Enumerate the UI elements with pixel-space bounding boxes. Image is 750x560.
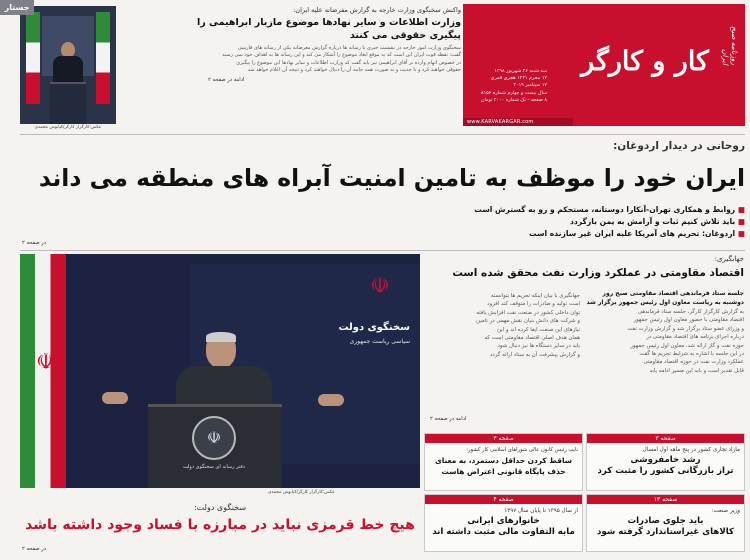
- box-wage-header: صفحه ۳: [425, 434, 582, 443]
- box-household-kicker: از سال ۱۳۹۵ تا پایان سال ۱۳۹۷: [504, 508, 578, 514]
- jr-line-8: قابل تقدیر است و باید این مسیر ادامه یابد: [649, 367, 744, 374]
- box-industry[interactable]: [586, 494, 745, 552]
- screen-line-1: سخنگوی دولت: [338, 322, 410, 333]
- lead-bullet-2-text: باید تلاش کنیم ثبات و آرامش به یمن بازگردد: [570, 217, 736, 226]
- jr-line-7: عملکرد وزارت نفت در حوزه اقتصاد مقاومتی: [643, 359, 744, 366]
- date-gregorian: ۱۷ سپتامبر ۲۰۱۹: [513, 83, 547, 89]
- box-industry-line2: کالاهای غیراستاندارد گرفته شود: [597, 527, 734, 537]
- photo-story-headline: هیچ خط قرمزی نباید در مبارزه با فساد وجود داشته باشد: [25, 517, 415, 533]
- lead-bullet-2: [250, 216, 745, 228]
- box-household-header: صفحه ۴: [425, 495, 582, 504]
- lead-divider: [20, 134, 745, 135]
- masthead-dates: [469, 68, 547, 104]
- box-trade-kicker: مازاد تجاری کشور در پنج ماهه اول امسال: [642, 447, 740, 453]
- box-household-line2: مابه التفاوت مالی مثبت داشته اند: [432, 527, 575, 537]
- jr-line-5: حوزه نفت و گاز ارائه شد. معاون اول رئیس جمهور: [630, 342, 744, 349]
- lectern: [50, 82, 86, 124]
- jahangiri-lead: جلسه ستاد فرماندهی اقتصاد مقاومتی صبح روز دوشنبه به ریاست معاون اول رئیس جمهور برگزار شد: [586, 290, 744, 306]
- jr-line-4: درباره اجرای برنامه های اقتصاد مقاومتی در: [646, 334, 744, 341]
- top-photo: [20, 6, 116, 124]
- date-persian: سه شنبه ۲۶ شهریور ۱۳۹۸: [494, 69, 547, 74]
- box-wage[interactable]: [424, 433, 583, 491]
- top-photo-caption: عکس:کارگزار کارگر/کیانوش محمدی: [34, 125, 102, 130]
- jl-line-7: باید در سایر دستگاه ها نیز دنبال شود: [497, 343, 580, 350]
- photo-story-page-ref: در صفحه ۲: [22, 546, 47, 552]
- lead-bullet-1-text: روابط و همکاری تهران-آنکارا دوستانه، مستحکم و رو به گسترش است: [474, 205, 736, 214]
- bullet-mark: ■: [735, 205, 745, 214]
- box-wage-line1: ساقط کردن حداقل دستمزد، به معنای: [434, 456, 573, 465]
- jl-line-4: و شرکت های دانش بنیان نقش مهمی در تامین: [476, 318, 580, 325]
- bullet-mark: ■: [735, 217, 745, 226]
- box-wage-kicker: نایب رئیس کانون عالی شوراهای اسلامی کار کشور:: [466, 447, 578, 453]
- masthead-url[interactable]: www.KARVAKARGAR.com: [467, 119, 534, 125]
- lead-bottom-divider: [20, 250, 745, 251]
- jl-line-8: و گزارش پیشرفت آن به ستاد ارائه گردد: [490, 351, 580, 358]
- box-trade-line2: تراز بازرگانی کشور را مثبت کرد: [597, 466, 734, 476]
- lead-bullets: [250, 204, 745, 240]
- jr-line-6: در این جلسه با اشاره به شرایط تحریم ها گفت: [639, 351, 744, 358]
- lead-bullet-1: [250, 204, 745, 216]
- lectern-seal: ☫: [192, 416, 236, 460]
- lead-headline: ایران خود را موظف به تامین امنیت آبراه های منطقه می داند: [38, 164, 745, 192]
- jahangiri-col-right: [584, 308, 744, 375]
- masthead-logo: کار و کارگر: [581, 46, 709, 77]
- flag-left: [26, 12, 40, 104]
- jahangiri-continue: ادامه در صفحه ۲: [430, 416, 467, 422]
- corner-badge: جستار: [0, 0, 34, 15]
- top-story-body-1: سخنگوی وزارت امور خارجه در نشست خبری با رسانه ها درباره گزارش مغرضانه یکی از رسانه های فارسی: [237, 45, 461, 51]
- screen-line-2: سیاسی ریاست جمهوری: [349, 338, 410, 345]
- press-photo-caption: عکس:کارگزار کارگر/کیانوش محمدی: [268, 490, 335, 495]
- top-story: [118, 6, 461, 85]
- date-hijri: ۱۷ محرم ۱۴۴۱ هجری قمری: [490, 76, 547, 82]
- box-household[interactable]: [424, 494, 583, 552]
- lead-page-ref: در صفحه ۲: [22, 240, 47, 246]
- bullet-mark: ■: [735, 229, 745, 238]
- box-industry-header: صفحه ۱۳: [587, 495, 744, 504]
- press-photo: [20, 254, 420, 488]
- jl-line-3: توان داخلی کشور در صنعت نفت افزایش یافته: [476, 309, 580, 316]
- jl-line-2: است تولید و صادرات را متوقف کند افزود: [487, 301, 580, 308]
- jahangiri-headline: اقتصاد مقاومتی در عملکرد وزارت نفت محقق شده است: [452, 267, 744, 279]
- box-trade-line1: رشد خامفروشی: [630, 455, 701, 465]
- top-story-kicker: واکنش سخنگوی وزارت خارجه به گزارش مفرضانه علیه ایران:: [293, 6, 461, 14]
- lead-kicker: روحانی در دیدار اردوغان:: [613, 140, 745, 152]
- top-story-body-3: در خصوص اتهام وارده بر آقای ابراهیمی نیز باید گفت که وزارت اطلاعات و سایر نهادها این موضوع را پیگیری: [236, 59, 461, 66]
- top-story-title-1: وزارت اطلاعات و سایر نهادها موضوع مازیار ابراهیمی را: [197, 17, 461, 28]
- jr-line-2: اقتصاد مقاومتی با حضور معاون اول رئیس جمهور: [633, 317, 744, 324]
- photo-story-kicker: سخنگوی دولت:: [193, 503, 247, 512]
- box-industry-kicker: وزیر صنعت:: [711, 508, 740, 514]
- jr-line-1: به گزارش کارگزار کارگر، جلسه ستاد فرماندهی: [637, 309, 744, 315]
- jahangiri-col-left: [424, 292, 580, 359]
- speaker-hand-left: [102, 392, 128, 404]
- lead-bullet-3-text: اردوغان: تحریم های آمریکا علیه ایران غیر سازنده است: [529, 229, 736, 238]
- masthead-tagline: روزنامه صبح ایران: [721, 25, 739, 65]
- speaker-hair: [206, 332, 236, 342]
- speaker-hand-right: [318, 394, 344, 406]
- box-wage-line2: حذف پایگاه قانونی اعتراض هاست: [441, 467, 566, 476]
- jl-line-6: همان هدف اصلی اقتصاد مقاومتی است که: [484, 335, 580, 342]
- box-trade[interactable]: [586, 433, 745, 491]
- lectern-text: دفتر رسانه ای سخنگوی دولت: [182, 464, 245, 470]
- jl-line-1: جهانگیری با بیان اینکه تحریم ها نتوانسته: [490, 293, 580, 299]
- box-trade-header: صفحه ۳: [587, 434, 744, 443]
- masthead-block: [463, 4, 745, 126]
- top-story-continue: ادامه در صفحه ۲: [208, 77, 245, 84]
- top-story-title-2: پیگیری حقوقی می کنند: [349, 30, 461, 41]
- jahangiri-kicker: جهانگیری:: [714, 255, 744, 263]
- issue-number: سال بیست و چهارم شماره ۸۱۵۶: [481, 90, 547, 96]
- top-story-body-4: حقوقی خواهند کرد و با جدیت و به صورت همه جانبه آن را دنبال خواهند کرد و نتیجه آن اعلام خواهد شد: [247, 66, 461, 73]
- photo-screen-emblem: ☫: [370, 274, 390, 299]
- jr-line-3: و وزرای عضو ستاد برگزار شد و گزارش وزارت نفت: [627, 325, 744, 332]
- lead-bullet-3: [250, 228, 745, 240]
- jl-line-5: نیازهای این صنعت ایفا کرده اند و این: [497, 326, 580, 333]
- box-industry-line1: باید جلوی صادرات: [627, 516, 704, 526]
- top-story-body-2: گفت: نقطه قوت ایران این است که به موقع ابعاد موضوع را آشکار می کند و این رسانه ها به اهداف خود نمی رسند: [222, 52, 461, 59]
- price-line: ۸ صفحه - تک شماره ۲۰۰۰ تومان: [480, 97, 547, 103]
- box-household-line1: خانوارهای ایرانی: [467, 516, 540, 526]
- photo-emblem: ☫: [36, 350, 56, 375]
- flag-right: [96, 12, 110, 104]
